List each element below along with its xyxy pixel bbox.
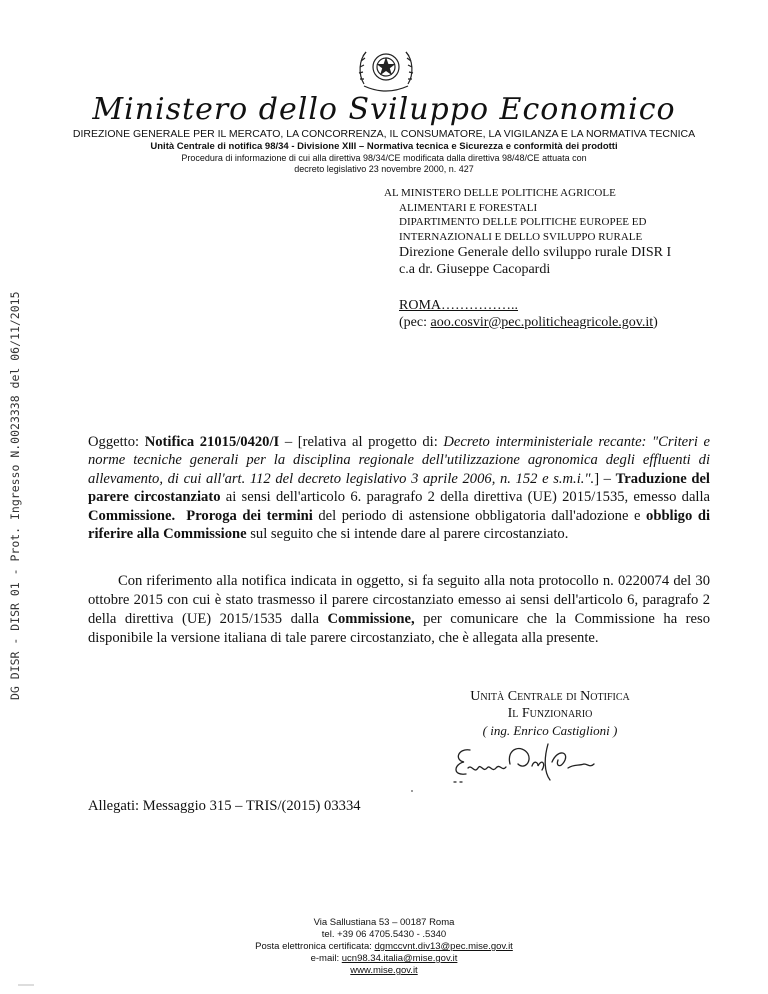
subject-text: ai sensi dell'articolo 6. paragrafo 2 della direttiva (UE) 2015/1535, emesso dalla bbox=[220, 489, 711, 506]
subject-text: ] – bbox=[594, 470, 616, 487]
subject-notifica: Notifica 21015/0420/I bbox=[144, 434, 280, 450]
body-text: per comunicare che la Commissione ha reso disponibile la versione italiana di tale parere circostanziato, che è allegata alla presente. bbox=[88, 611, 710, 646]
subject-text: sul seguito che si intende dare al parere circostanziato. bbox=[246, 526, 569, 543]
footer-email-link[interactable]: ucn98.34.italia@mise.gov.it bbox=[341, 953, 458, 964]
subject-commissione: Commissione. bbox=[88, 507, 176, 524]
signature-name: ( ing. Enrico Castiglioni ) bbox=[482, 723, 618, 738]
letterhead-decree: decreto legislativo 23 novembre 2000, n. 427 bbox=[294, 164, 474, 174]
recipient-line: ALIMENTARI E FORESTALI bbox=[399, 201, 538, 214]
subject-label: Oggetto: bbox=[88, 434, 140, 450]
ministry-title: Ministero dello Sviluppo Economico bbox=[92, 92, 676, 127]
subject-obbligo: obbligo di riferire alla Commissione bbox=[88, 507, 710, 543]
subject-traduzione: Traduzione del bbox=[615, 470, 710, 487]
footer-pec-link[interactable]: dgmccvnt.div13@pec.mise.gov.it bbox=[374, 941, 513, 952]
subject-proroga: Proroga dei termini bbox=[186, 507, 313, 524]
attachments-line: Allegati: Messaggio 315 – TRIS/(2015) 03334 bbox=[88, 798, 361, 814]
letterhead-unit: Unità Centrale di notifica 98/34 - Divisione XIII – Normativa tecnica e Sicurezza e conformità dei prodotti bbox=[150, 141, 618, 152]
protocol-stamp: DG DISR - DISR 01 - Prot. Ingresso N.0023338 del 06/11/2015 bbox=[8, 291, 22, 700]
recipient-attention: c.a dr. Giuseppe Cacopardi bbox=[399, 262, 551, 277]
recipient-line: INTERNAZIONALI E DELLO SVILUPPO RURALE bbox=[399, 230, 643, 243]
recipient-city: ROMA…………….. bbox=[399, 298, 519, 313]
recipient-line: DIPARTIMENTO DELLE POLITICHE EUROPEE ED bbox=[399, 216, 647, 228]
footer-address: Via Sallustiana 53 – 00187 Roma bbox=[313, 917, 455, 928]
footer-email-label: e-mail: bbox=[310, 953, 342, 964]
footer-pec-label: Posta elettronica certificata: bbox=[255, 941, 375, 952]
footer-web-link[interactable]: www.mise.gov.it bbox=[350, 965, 418, 976]
scan-speck bbox=[411, 790, 413, 792]
signature-unit: Unità Centrale di Notifica bbox=[470, 689, 630, 704]
recipient-directorate: Direzione Generale dello sviluppo rurale DISR I bbox=[399, 245, 672, 260]
pec-suffix: ) bbox=[653, 314, 658, 330]
letterhead-directorate: DIREZIONE GENERALE PER IL MERCATO, LA CONCORRENZA, IL CONSUMATORE, LA VIGILANZA E LA NORMATIVA TECNICA bbox=[72, 128, 696, 140]
body-text: Con riferimento alla notifica indicata in oggetto, si fa seguito alla nota protocollo n. 0220074 del 30 ottobre 2015 con cui è stato trasmesso il parere circostanziato emesso ai sensi dell'articolo 6, paragrafo 2 della direttiva (UE) 2015/1535 dalla bbox=[88, 573, 710, 627]
subject-parere: parere circostanziato bbox=[88, 489, 221, 506]
subject-text: del periodo di astensione obbligatoria dall'adozione e bbox=[312, 507, 647, 524]
pec-prefix: (pec: bbox=[399, 314, 431, 330]
body-commissione: Commissione, bbox=[327, 611, 415, 627]
footer-phone: tel. +39 06 4705.5430 - .5340 bbox=[321, 929, 447, 940]
subject-decreto: Decreto interministeriale recante: "Criteri e norme tecniche generali per la disciplina regionale dell'utilizzazione agronomica degli effluenti di allevamento, di cui all'art. 112 del decreto legislativo 3 aprile 2006, n. 152 e s.m.i.". bbox=[88, 434, 710, 487]
subject-text: – [relativa al progetto di: bbox=[279, 434, 444, 450]
recipient-line: AL MINISTERO DELLE POLITICHE AGRICOLE bbox=[384, 187, 616, 199]
letterhead-procedure: Procedura di informazione di cui alla direttiva 98/34/CE modificata dalla direttiva 98/48/CE attuata con bbox=[181, 153, 587, 163]
signature-role: Il Funzionario bbox=[507, 706, 593, 721]
recipient-pec-link[interactable]: aoo.cosvir@pec.politicheagricole.gov.it bbox=[430, 314, 654, 330]
